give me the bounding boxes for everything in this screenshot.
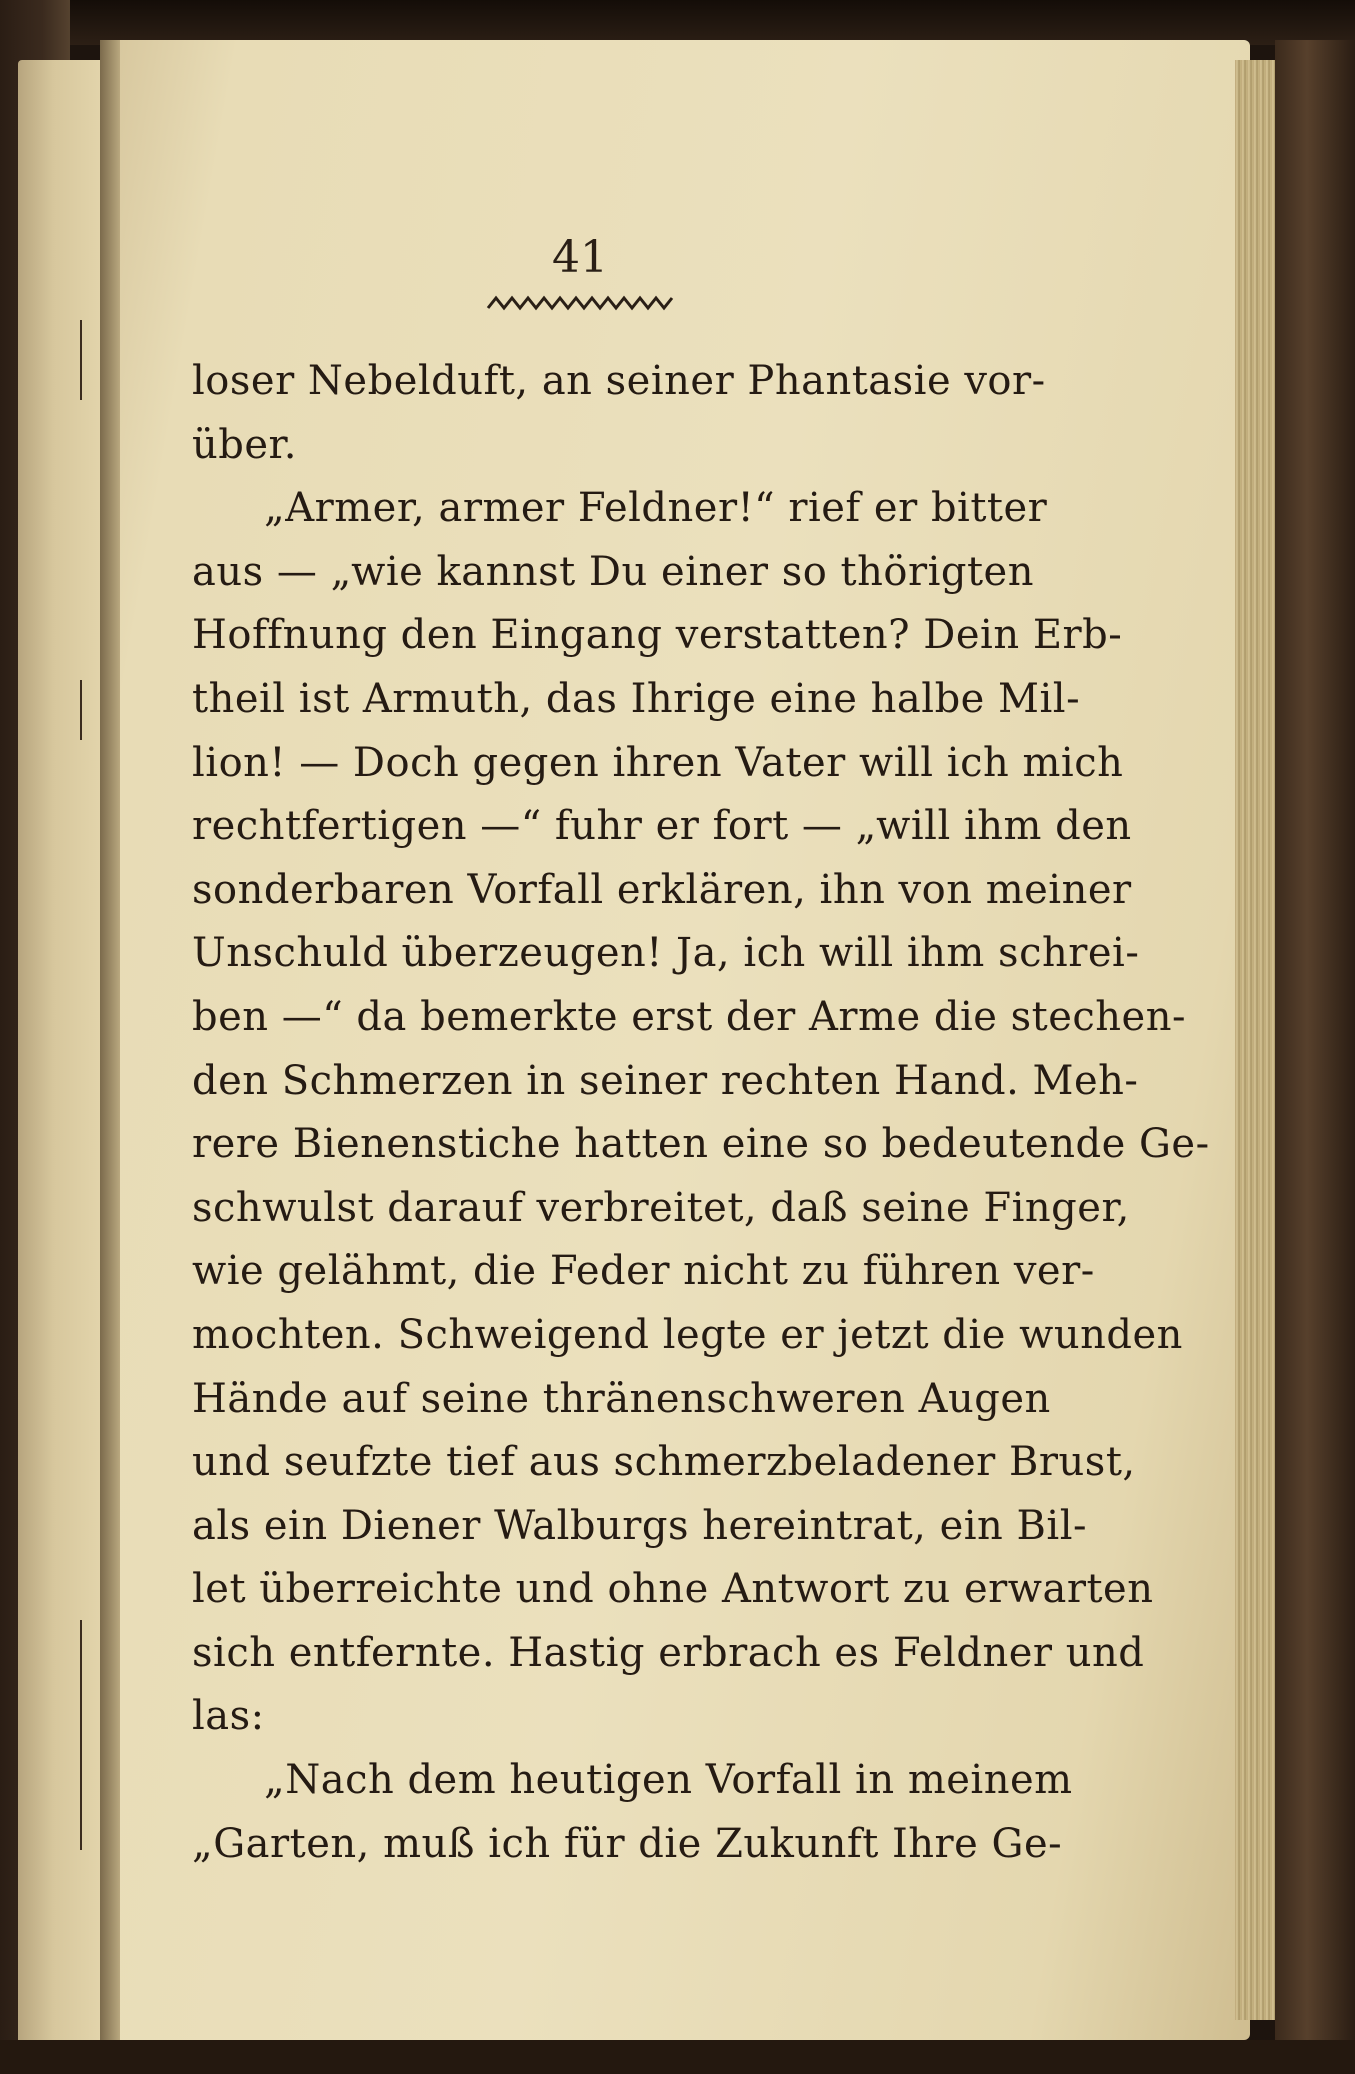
- text-line: rechtfertigen —“ fuhr er fort — „will ihm den: [192, 803, 1132, 850]
- text-line: schwulst darauf verbreitet, daß seine Finger,: [192, 1184, 1130, 1231]
- book-cover-right: [1275, 40, 1355, 2074]
- text-line: „Nach dem heutigen Vorfall in meinem: [264, 1757, 1073, 1804]
- page-block-fore-edge: [1235, 60, 1280, 2020]
- text-line: rere Bienenstiche hatten eine so bedeutende Ge-: [192, 1121, 1210, 1168]
- text-line: „Garten, muß ich für die Zukunft Ihre Ge-: [192, 1820, 1063, 1867]
- text-line: las:: [192, 1693, 265, 1740]
- text-line: mochten. Schweigend legte er jetzt die wunden: [192, 1311, 1183, 1358]
- text-line: den Schmerzen in seiner rechten Hand. Meh-: [192, 1057, 1139, 1104]
- text-line: Hoffnung den Eingang verstatten? Dein Erb-: [192, 612, 1123, 659]
- text-line: loser Nebelduft, an seiner Phantasie vor-: [192, 358, 1046, 404]
- text-line: Unschuld überzeugen! Ja, ich will ihm schrei-: [192, 930, 1140, 977]
- text-line: „Armer, armer Feldner!“ rief er bitter: [264, 485, 1048, 532]
- page-number: 41: [552, 232, 608, 283]
- page-text: [192, 350, 1210, 1876]
- text-line: let überreichte und ohne Antwort zu erwarten: [192, 1566, 1154, 1613]
- wave-ornament: [486, 292, 676, 314]
- text-line: sonderbaren Vorfall erklären, ihn von meiner: [192, 866, 1132, 913]
- previous-page-edge: [18, 60, 108, 2050]
- page-edge-mark: [80, 320, 82, 400]
- text-line: als ein Diener Walburgs hereintrat, ein Bil-: [192, 1502, 1088, 1549]
- text-line: und seufzte tief aus schmerzbeladener Brust,: [192, 1439, 1136, 1486]
- book-cover-bottom: [0, 2040, 1355, 2074]
- text-line: lion! — Doch gegen ihren Vater will ich mich: [192, 739, 1124, 786]
- book-cover-top: [0, 0, 1355, 45]
- text-line: ben —“ da bemerkte erst der Arme die stechen-: [192, 993, 1187, 1040]
- page-edge-mark: [80, 1620, 82, 1850]
- text-line: aus — „wie kannst Du einer so thörigten: [192, 548, 1034, 595]
- text-line: über.: [192, 421, 297, 468]
- text-line: theil ist Armuth, das Ihrige eine halbe Mil-: [192, 675, 1081, 722]
- text-line: Hände auf seine thränenschweren Augen: [192, 1375, 1051, 1422]
- page-edge-mark: [80, 680, 82, 740]
- text-line: sich entfernte. Hastig erbrach es Feldner und: [192, 1629, 1145, 1676]
- text-line: wie gelähmt, die Feder nicht zu führen ver-: [192, 1248, 1095, 1295]
